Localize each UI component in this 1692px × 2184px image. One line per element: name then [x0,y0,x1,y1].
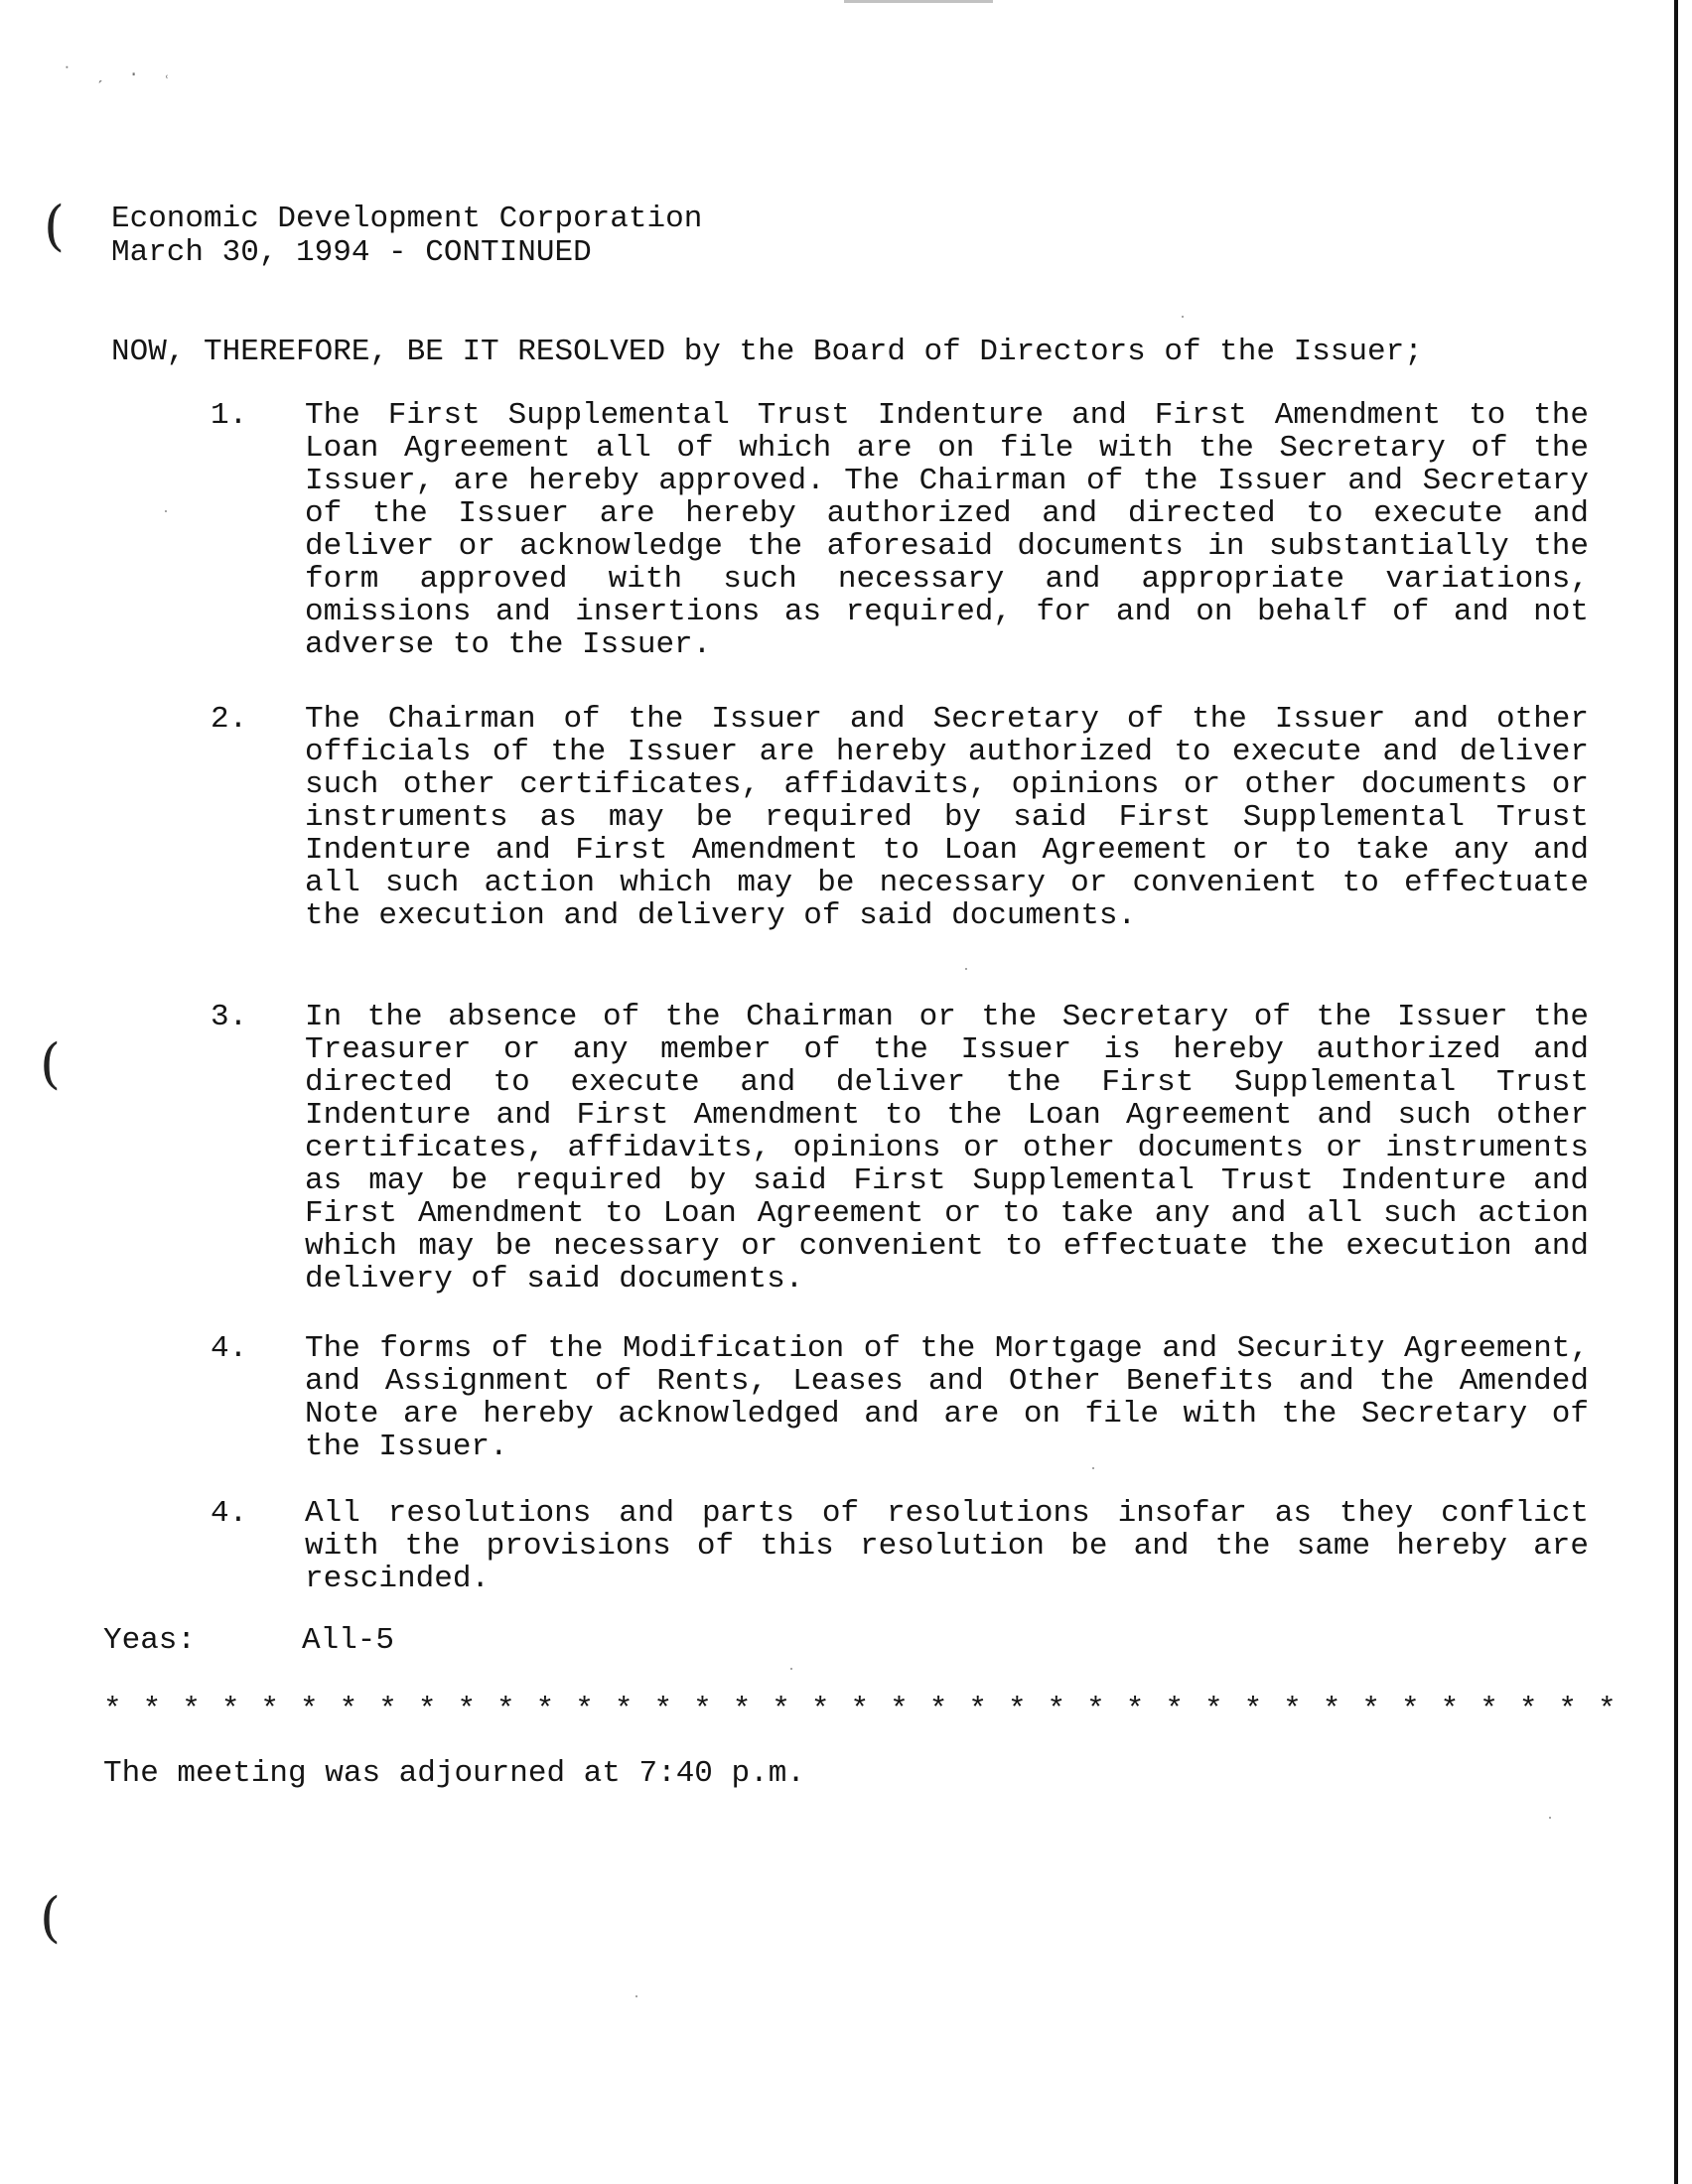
punch-hole-mark: ( [44,195,66,257]
item-number: 3. [211,1000,248,1034]
scan-speck [635,1995,637,1997]
scan-speck [1182,316,1184,318]
scan-corner-marks: ˙ ˏ · ˓ [62,66,179,85]
item-text: The First Supplemental Trust Indenture and First Amendment to the Loan Agreement all of which are on file with the Secretary of the Issuer, are hereby approved. The Chairman of the Issuer and Secretary of the Issuer are hereby authorized and directed to execute and deliver or acknowledge the aforesaid documents in substantially the form approved with such necessary and appropriate variations, omissions and insertions as required, for and on behalf of and not adverse to the Issuer. [305,398,1589,662]
item-text: The forms of the Modification of the Mortgage and Security Agreement, and Assignment of Rents, Leases and Other Benefits and the Amended Note are hereby acknowledged and are on file with the Secretary of the Issuer. [305,1331,1589,1464]
punch-hole-mark: ( [40,1886,62,1949]
scan-smudge [844,0,993,3]
organization-name: Economic Development Corporation [111,202,703,236]
adjournment-note: The meeting was adjourned at 7:40 p.m. [103,1756,805,1791]
scan-speck [790,1668,792,1670]
item-text: The Chairman of the Issuer and Secretary of the Issuer and other officials of the Issuer are hereby authorized to execute and deliver such other certificates, affidavits, opinions or other documents or instruments as may be required by said First Supplemental Trust Indenture and First Amendment to Loan Agreement or to take any and all such action which may be necessary or convenient to effectuate the execution and delivery of said documents. [305,702,1589,933]
page-edge-shadow [1674,0,1678,2184]
item-number: 2. [211,702,248,737]
document-header [111,203,702,270]
scan-speck [1092,1467,1094,1469]
scan-speck [165,510,167,512]
vote-label: Yeas: [103,1623,197,1658]
punch-hole-mark: ( [40,1032,62,1095]
scan-speck [965,968,967,970]
item-text: All resolutions and parts of resolutions insofar as they conflict with the provisions of this resolution be and the same hereby are rescinded. [305,1496,1589,1596]
item-text: In the absence of the Chairman or the Secretary of the Issuer the Treasurer or any member of the Issuer is hereby authorized and directed to execute and deliver the First Supplemental Trust Indenture and First Amendment to the Loan Agreement and such other certificates, affidavits, opinions or other documents or instruments as may be required by said First Supplemental Trust Indenture and First Amendment to Loan Agreement or to take any and all such action which may be necessary or convenient to effectuate the execution and delivery of said documents. [305,1000,1589,1297]
item-number: 4. [211,1496,248,1531]
item-number: 4. [211,1331,248,1366]
item-number: 1. [211,398,248,433]
resolution-intro: NOW, THEREFORE, BE IT RESOLVED by the Board of Directors of the Issuer; [111,335,1423,369]
meeting-date: March 30, 1994 - CONTINUED [111,235,592,270]
scan-speck [1549,1817,1551,1819]
section-separator: * * * * * * * * * * * * * * * * * * * * * * * * * * * * * * * * * * * * * * * [103,1693,1618,1727]
vote-value: All-5 [302,1623,395,1658]
